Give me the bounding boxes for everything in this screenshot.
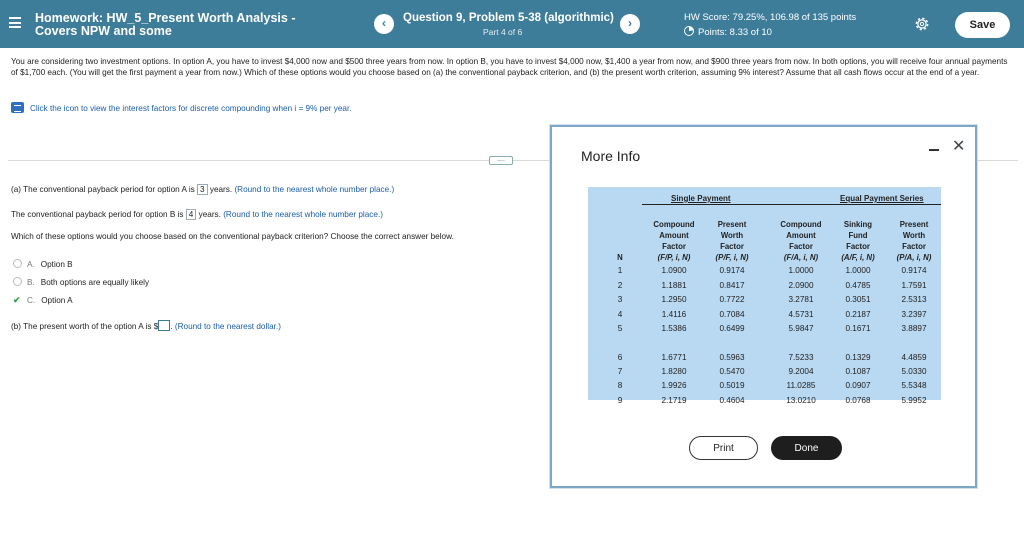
option-b-radio[interactable] (13, 277, 149, 287)
gear-icon[interactable] (913, 15, 931, 33)
table-row-n: 1 (617, 266, 623, 275)
next-question-button[interactable] (620, 14, 640, 34)
minimize-icon[interactable] (929, 149, 939, 151)
table-cell: 5.9952 (901, 395, 927, 405)
table-cell: 2.1719 (661, 395, 687, 405)
table-cell: 3.2397 (901, 309, 927, 319)
option-a-radio[interactable] (13, 259, 73, 269)
col-header (882, 219, 946, 263)
option-letter: B. (27, 278, 35, 287)
col-header-line: (F/A, i, N) (783, 253, 819, 262)
print-button[interactable]: Print (689, 436, 758, 460)
table-cell: 1.0000 (788, 266, 814, 275)
payback-b-hint: (Round to the nearest whole number place.) (223, 210, 383, 219)
col-header-line: Present (717, 220, 747, 229)
question-title: Question 9, Problem 5-38 (algorithmic) (403, 12, 614, 24)
option-label: Option B (40, 260, 73, 269)
table-cell: 2.0900 (788, 280, 814, 290)
table-cell: 0.4785 (845, 280, 871, 290)
option-c-radio[interactable] (13, 295, 73, 306)
table-cell: 1.9926 (661, 381, 687, 391)
more-options-button[interactable]: .... (489, 156, 513, 165)
option-letter: A. (27, 260, 35, 269)
payback-a-answer[interactable]: 3 (197, 184, 208, 195)
table-row-n: 5 (617, 324, 623, 333)
table-info-icon[interactable] (11, 102, 24, 113)
table-cell: 1.5386 (661, 324, 687, 333)
col-header-line: Worth (720, 231, 744, 240)
table-cell: 0.0907 (845, 381, 871, 391)
hw-score: HW Score: 79.25%, 106.98 of 135 points (684, 12, 857, 23)
done-button[interactable]: Done (771, 436, 842, 460)
table-cell: 4.5731 (788, 309, 814, 319)
question-text: You are considering two investment options. In option A, you have to invest $4,000 now and $500 three years from now. In option B, you have to invest $4,000 now, $1,400 a year from now, and $900 three years from now. In both options, you will receive four annual payments of $1,700 each. (You will get the first payment a year from now.) Which of these options would you choose based on (a) the conventional payback criterion, and (b) the present worth criterion, assuming 9% interest? Assume that all cash flows occur at the end of a year. (11, 57, 1008, 77)
table-cell: 0.7722 (719, 295, 745, 304)
col-header-line: Amount (786, 231, 816, 240)
table-cell: 5.5348 (901, 381, 927, 391)
question-part: Part 4 of 6 (483, 27, 523, 37)
table-cell: 1.4116 (661, 309, 687, 319)
chevron-right-icon: › (628, 16, 632, 30)
top-header-bar (0, 0, 1024, 48)
table-cell: 9.2004 (788, 367, 814, 377)
homework-title (35, 12, 335, 38)
homework-title-line1: Homework: HW_5_Present Worth Analysis - (35, 11, 296, 25)
payback-a-unit: years. (209, 185, 233, 194)
col-header-line: (A/F, i, N) (841, 253, 875, 262)
table-row-n: 2 (617, 280, 623, 290)
col-header-line: Worth (902, 231, 926, 240)
more-info-dialog (550, 125, 977, 488)
table-cell: 0.1671 (845, 324, 871, 333)
points-display (684, 26, 772, 38)
dialog-title: More Info (581, 148, 641, 164)
save-button[interactable]: Save (955, 12, 1010, 38)
table-row-n: 9 (617, 395, 623, 405)
points-text: Points: 8.33 of 10 (698, 27, 772, 38)
table-row-n: 6 (617, 353, 623, 362)
table-cell: 11.0285 (786, 381, 816, 391)
radio-circle-icon[interactable] (13, 259, 22, 268)
table-cell: 13.0210 (786, 395, 816, 405)
present-worth-a-line (11, 320, 281, 331)
option-label: Both options are equally likely (40, 278, 150, 287)
table-cell: 0.1087 (845, 367, 871, 377)
table-row-n: 8 (617, 381, 623, 391)
table-cell: 0.4604 (719, 395, 745, 405)
payback-b-line (11, 209, 383, 220)
previous-question-button[interactable] (374, 14, 394, 34)
table-cell: 5.0330 (901, 367, 927, 377)
equal-payment-series-header: Equal Payment Series (840, 194, 924, 203)
interest-factor-table (588, 187, 941, 405)
table-cell: 0.6499 (719, 324, 745, 333)
option-letter: C. (27, 296, 36, 305)
col-header-line: Factor (902, 242, 926, 251)
table-cell: 0.3051 (845, 295, 871, 304)
table-cell: 0.7084 (719, 309, 745, 319)
payback-b-answer[interactable]: 4 (186, 209, 197, 220)
table-cell: 0.5470 (719, 367, 745, 377)
radio-circle-icon[interactable] (13, 277, 22, 286)
payback-b-label: The conventional payback period for option B is (11, 210, 184, 219)
col-header (642, 219, 706, 263)
option-label: Option A (41, 296, 73, 305)
col-header-line: Factor (720, 242, 744, 251)
col-header-line: Factor (789, 242, 813, 251)
table-cell: 0.5963 (719, 353, 745, 362)
table-cell: 1.8280 (661, 367, 687, 377)
table-row-n: 3 (617, 295, 623, 304)
col-header-line: Compound (780, 220, 822, 229)
col-header-line: Fund (848, 231, 868, 240)
col-header-n: N (617, 253, 623, 262)
present-worth-a-input[interactable] (158, 320, 173, 331)
interest-factors-link[interactable] (11, 102, 352, 113)
table-cell: 0.9174 (719, 266, 745, 275)
present-worth-a-label: (b) The present worth of the option A is $ (11, 322, 159, 331)
table-cell: 0.5019 (719, 381, 745, 391)
col-header-line: Factor (846, 242, 870, 251)
correct-checkmark-icon: ✔ (13, 295, 21, 305)
table-row-n: 4 (617, 309, 623, 319)
col-header-line: Factor (662, 242, 686, 251)
payback-b-unit: years. (198, 210, 221, 219)
col-header-line: Compound (653, 220, 695, 229)
table-cell: 1.0000 (845, 266, 871, 275)
table-cell: 5.9847 (788, 324, 814, 333)
col-header-line: (P/F, i, N) (715, 253, 749, 262)
table-cell: 1.1881 (661, 280, 687, 290)
payback-choice-prompt: Which of these options would you choose based on the conventional payback criterion? Choose the correct answer below. (11, 232, 454, 241)
table-cell: 1.7591 (901, 280, 927, 290)
table-cell: 7.5233 (788, 353, 814, 362)
table-cell: 0.9174 (901, 266, 927, 275)
col-header-line: (F/P, i, N) (657, 253, 691, 262)
table-cell: 1.2950 (661, 295, 687, 304)
table-cell: 1.0900 (661, 266, 687, 275)
col-header-line: Sinking (843, 220, 873, 229)
present-worth-a-hint: (Round to the nearest dollar.) (174, 322, 281, 331)
table-cell: 0.1329 (845, 353, 871, 362)
menu-icon[interactable] (9, 17, 21, 28)
table-cell: 4.4859 (901, 353, 927, 362)
payback-a-line (11, 184, 394, 195)
col-header (769, 219, 833, 263)
table-cell: 0.0768 (845, 395, 871, 405)
col-header-line: (P/A, i, N) (896, 253, 932, 262)
present-worth-a-period: . (170, 322, 173, 331)
equal-payment-series-rule (768, 204, 941, 205)
chevron-left-icon: ‹ (382, 16, 386, 30)
interest-factors-link-text[interactable]: Click the icon to view the interest factors for discrete compounding when i = 9% per year. (30, 104, 352, 113)
col-header (700, 219, 764, 263)
table-cell: 3.2781 (788, 295, 814, 304)
col-header-line: Present (899, 220, 929, 229)
single-payment-rule (642, 204, 782, 205)
table-cell: 0.8417 (719, 280, 745, 290)
payback-a-label: (a) The conventional payback period for option A is (11, 185, 195, 194)
col-header-line: Amount (659, 231, 689, 240)
table-cell: 1.6771 (661, 353, 687, 362)
single-payment-header: Single Payment (671, 194, 731, 203)
table-cell: 3.8897 (901, 324, 927, 333)
progress-pie-icon (684, 26, 694, 36)
table-cell: 2.5313 (901, 295, 927, 304)
homework-title-line2: Covers NPW and some (35, 24, 172, 38)
table-cell: 0.2187 (845, 309, 871, 319)
col-header (826, 219, 890, 263)
close-icon[interactable]: ✕ (952, 138, 966, 155)
table-row-n: 7 (617, 367, 623, 377)
payback-a-hint: (Round to the nearest whole number place.) (234, 185, 395, 194)
